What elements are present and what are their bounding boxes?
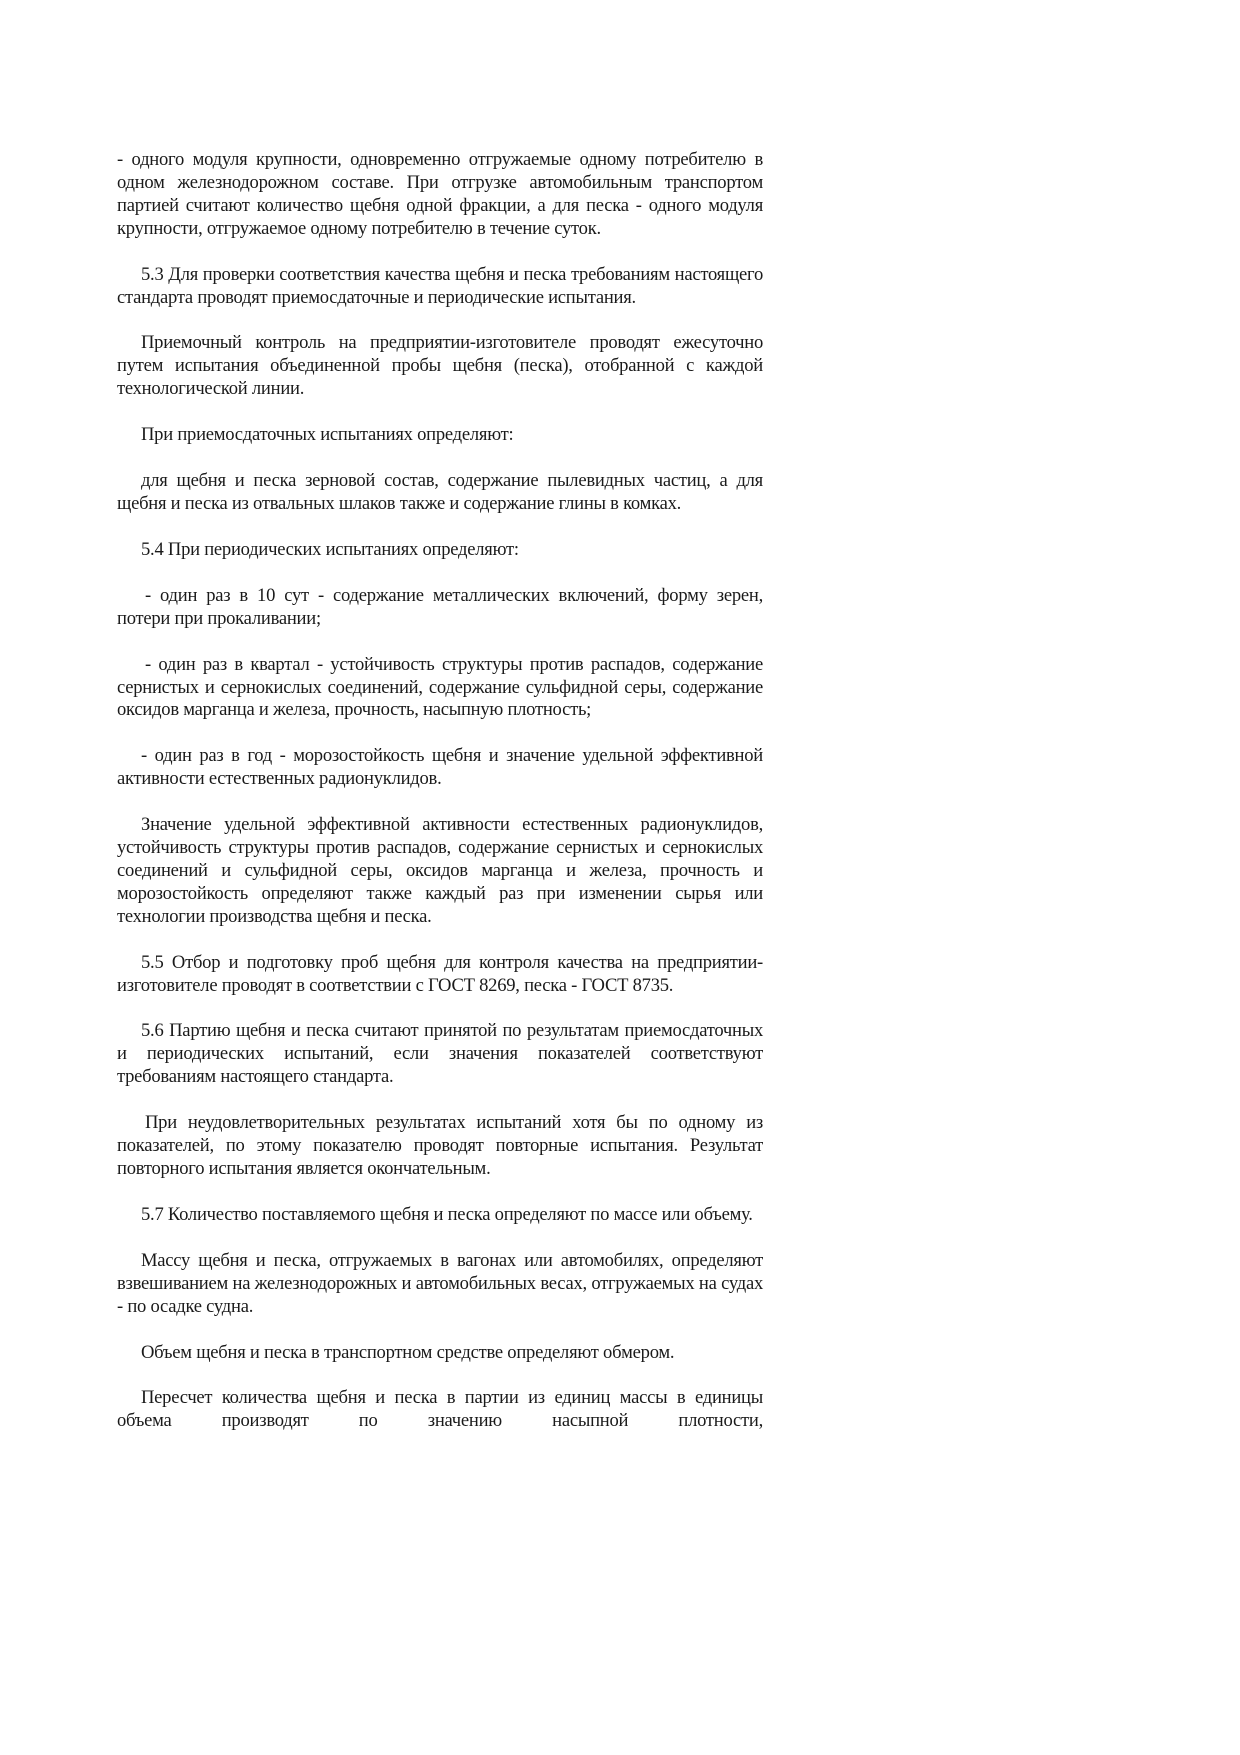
paragraph-5-6-lot-acceptance: 5.6 Партию щебня и песка считают принятой по результатам приемосдаточных и периодических испытаний, если значения показателей соответствуют требованиям настоящего стандарта. (117, 1020, 763, 1088)
paragraph-volume-measurement: Объем щебня и песка в транспортном средстве определяют обмером. (141, 1341, 675, 1363)
paragraph-mass-weighing: Массу щебня и песка, отгружаемых в вагонах или автомобилях, определяют взвешиванием на железнодорожных и автомобильных весах, отгружаемых на судах - по осадке судна. (117, 1249, 763, 1317)
paragraph-5-4-periodic-tests-intro: 5.4 При периодических испытаниях определяют: (141, 538, 519, 560)
paragraph-acceptance-tests-items: для щебня и песка зерновой состав, содержание пылевидных частиц, а для щебня и песка из отвальных шлаков также и содержание глины в комках. (117, 470, 763, 514)
list-item-yearly: - один раз в год - морозостойкость щебня и значение удельной эффективной активности естественных радионуклидов. (117, 745, 763, 790)
paragraph-acceptance-tests-intro: При приемосдаточных испытаниях определяют: (141, 424, 514, 446)
paragraph-5-5-sampling: 5.5 Отбор и подготовку проб щебня для контроля качества на предприятии-изготовителе проводят в соответствии с ГОСТ 8269, песка - ГОСТ 8735. (117, 951, 763, 996)
list-item-quarterly: - один раз в квартал - устойчивость структуры против распадов, содержание сернистых и сернокислых соединений, содержание сульфидной серы, содержание оксидов марганца и железа, прочность, насыпную плотность; (117, 653, 763, 721)
document-page (117, 149, 763, 1456)
paragraph-5-3-acceptance-periodic-tests: 5.3 Для проверки соответствия качества щебня и песка требованиям настоящего стандарта проводят приемосдаточные и периодические испытания. (117, 263, 763, 308)
paragraph-acceptance-control: Приемочный контроль на предприятии-изготовителе проводят ежесуточно путем испытания объединенной пробы щебня (песка), отобранной с каждой технологической линии. (117, 332, 763, 400)
paragraph-mass-to-volume-conversion: Пересчет количества щебня и песка в партии из единиц массы в единицы объема производят по значению насыпной плотности, (117, 1387, 763, 1432)
paragraph-radionuclide-activity: Значение удельной эффективной активности естественных радионуклидов, устойчивость структуры против распадов, содержание сернистых и сернокислых соединений и сульфидной серы, оксидов марганца и железа, прочность и морозостойкость определяют также каждый раз при изменении сырья или технологии производства щебня и песка. (117, 814, 763, 927)
paragraph-5-7-quantity: 5.7 Количество поставляемого щебня и песка определяют по массе или объему. (141, 1203, 753, 1225)
list-item-every-10-days: - один раз в 10 сут - содержание металлических включений, форму зерен, потери при прокаливании; (117, 584, 763, 629)
paragraph-continuation-lot-definition: - одного модуля крупности, одновременно отгружаемые одному потребителю в одном железнодорожном составе. При отгрузке автомобильным транспортом партией считают количество щебня одной фракции, а для песка - одного модуля крупности, отгружаемое одному потребителю в течение суток. (117, 149, 763, 239)
paragraph-retest: При неудовлетворительных результатах испытаний хотя бы по одному из показателей, по этому показателю проводят повторные испытания. Результат повторного испытания является окончательным. (117, 1112, 763, 1179)
